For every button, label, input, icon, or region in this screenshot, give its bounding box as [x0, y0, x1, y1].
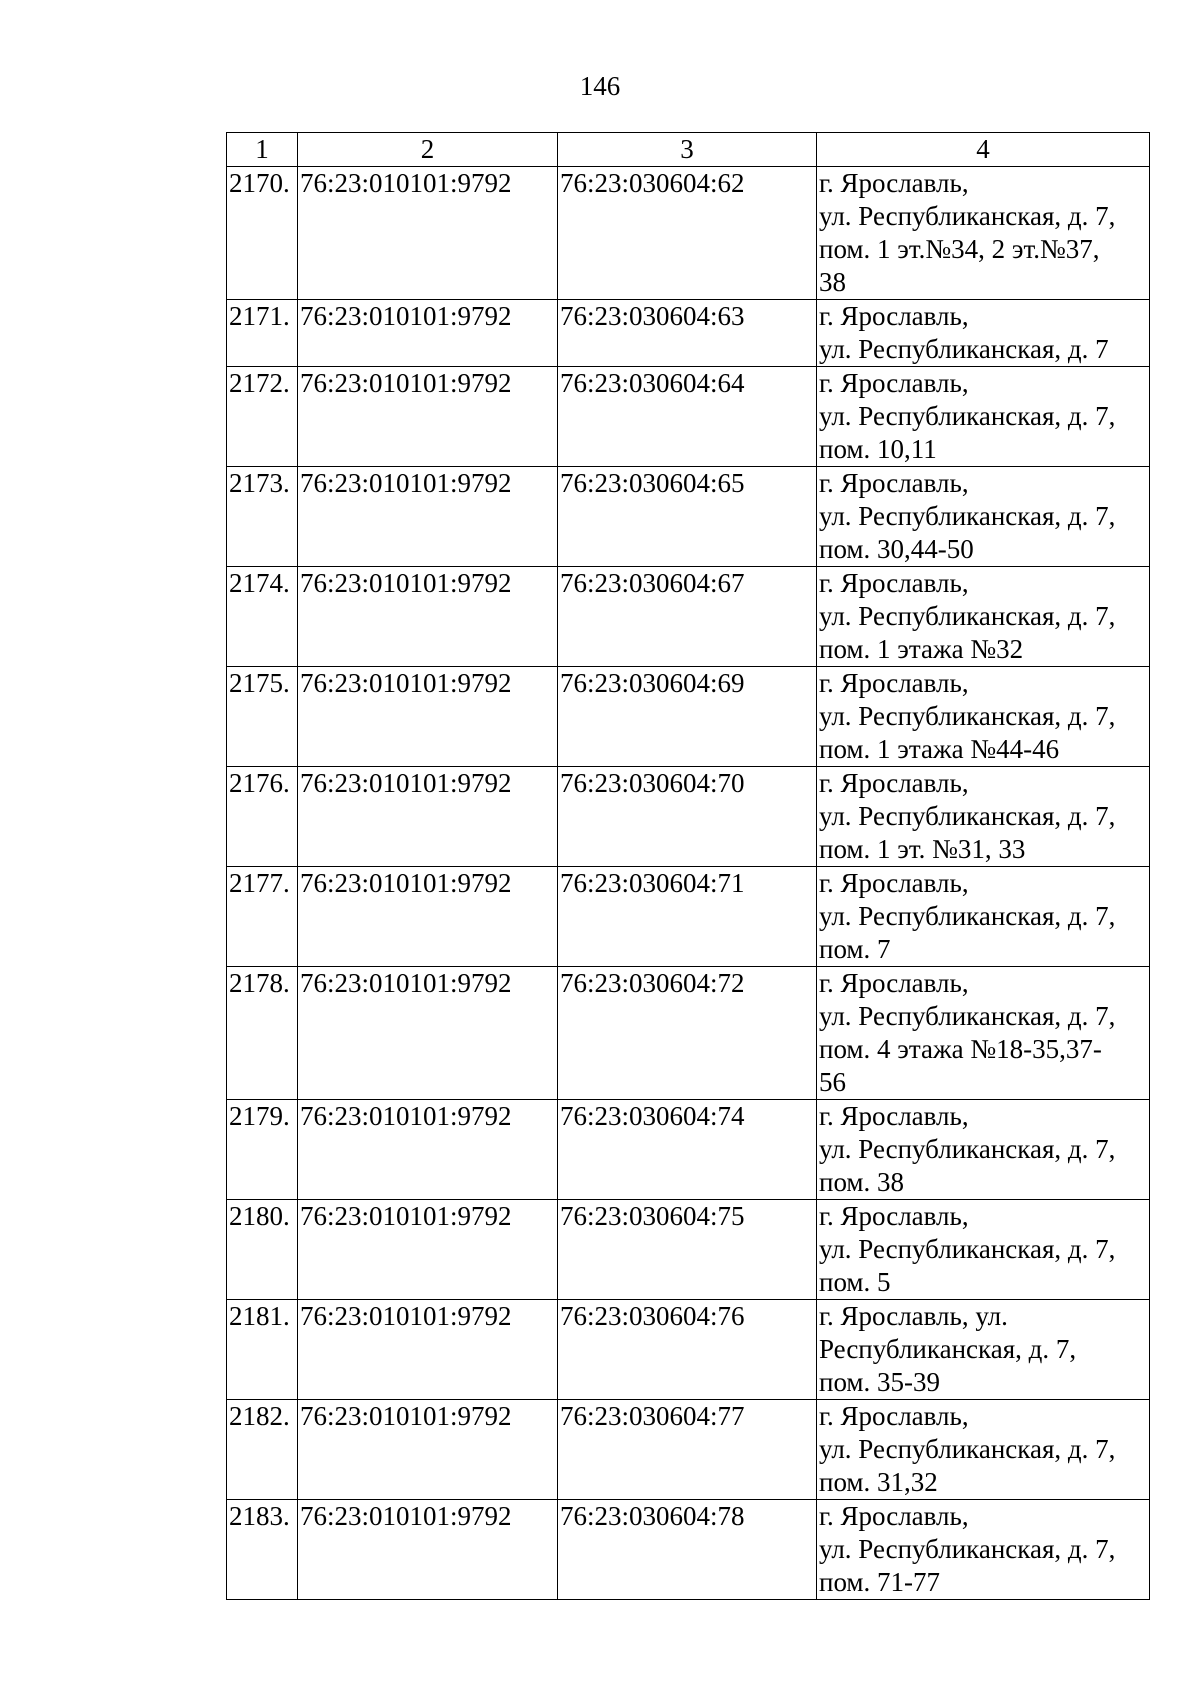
header-row [227, 133, 1150, 167]
address-line: ул. Республиканская, д. 7 [819, 334, 1109, 364]
address-line: г. Ярославль, [819, 668, 969, 698]
address-cell [817, 467, 1150, 567]
parent-cadastral-cell: 76:23:010101:9792 [298, 300, 558, 367]
address-line: Республиканская, д. 7, [819, 1334, 1077, 1364]
table-row [227, 1200, 1150, 1300]
address-line: пом. 5 [819, 1267, 891, 1297]
cadastral-number-cell: 76:23:030604:72 [558, 967, 817, 1100]
address-cell [817, 1300, 1150, 1400]
column-header-cadastral: 3 [558, 133, 817, 167]
row-number-cell: 2170. [227, 167, 298, 300]
cadastral-number-cell: 76:23:030604:62 [558, 167, 817, 300]
row-number-cell: 2181. [227, 1300, 298, 1400]
row-number-cell: 2175. [227, 667, 298, 767]
parent-cadastral-cell: 76:23:010101:9792 [298, 467, 558, 567]
row-number-cell: 2183. [227, 1500, 298, 1600]
row-number-cell: 2180. [227, 1200, 298, 1300]
address-line: г. Ярославль, [819, 1101, 969, 1131]
address-cell [817, 867, 1150, 967]
table-row [227, 567, 1150, 667]
cadastral-number-cell: 76:23:030604:63 [558, 300, 817, 367]
address-line: пом. 10,11 [819, 434, 937, 464]
address-line: пом. 7 [819, 934, 891, 964]
table-row [227, 767, 1150, 867]
address-line: ул. Республиканская, д. 7, [819, 801, 1116, 831]
table-row [227, 1500, 1150, 1600]
registry-table [226, 132, 1150, 1600]
page-number: 146 [579, 71, 621, 101]
address-line: г. Ярославль, [819, 368, 969, 398]
table-row [227, 667, 1150, 767]
address-line: г. Ярославль, [819, 1401, 969, 1431]
address-line: пом. 31,32 [819, 1467, 938, 1497]
address-cell [817, 300, 1150, 367]
cadastral-number-cell: 76:23:030604:78 [558, 1500, 817, 1600]
address-cell [817, 967, 1150, 1100]
cadastral-number-cell: 76:23:030604:71 [558, 867, 817, 967]
parent-cadastral-cell: 76:23:010101:9792 [298, 1300, 558, 1400]
address-line: пом. 1 этажа №32 [819, 634, 1024, 664]
address-line: ул. Республиканская, д. 7, [819, 701, 1116, 731]
address-line: ул. Республиканская, д. 7, [819, 1134, 1116, 1164]
address-line: г. Ярославль, ул. [819, 1301, 1008, 1331]
parent-cadastral-cell: 76:23:010101:9792 [298, 1500, 558, 1600]
row-number-cell: 2174. [227, 567, 298, 667]
parent-cadastral-cell: 76:23:010101:9792 [298, 967, 558, 1100]
parent-cadastral-cell: 76:23:010101:9792 [298, 367, 558, 467]
parent-cadastral-cell: 76:23:010101:9792 [298, 567, 558, 667]
row-number-cell: 2172. [227, 367, 298, 467]
column-header-address: 4 [817, 133, 1150, 167]
address-line: пом. 1 эт. №31, 33 [819, 834, 1026, 864]
address-line: пом. 71-77 [819, 1567, 941, 1597]
row-number-cell: 2182. [227, 1400, 298, 1500]
address-line: пом. 1 этажа №44-46 [819, 734, 1060, 764]
address-line: ул. Республиканская, д. 7, [819, 1234, 1116, 1264]
address-line: ул. Республиканская, д. 7, [819, 1434, 1116, 1464]
address-line: пом. 1 эт.№34, 2 эт.№37, [819, 234, 1100, 264]
address-line: пом. 35-39 [819, 1367, 941, 1397]
row-number-cell: 2171. [227, 300, 298, 367]
parent-cadastral-cell: 76:23:010101:9792 [298, 1200, 558, 1300]
parent-cadastral-cell: 76:23:010101:9792 [298, 667, 558, 767]
row-number-cell: 2177. [227, 867, 298, 967]
table-row [227, 167, 1150, 300]
parent-cadastral-cell: 76:23:010101:9792 [298, 167, 558, 300]
table-body [227, 167, 1150, 1600]
address-line: пом. 38 [819, 1167, 905, 1197]
cadastral-number-cell: 76:23:030604:67 [558, 567, 817, 667]
address-line: ул. Республиканская, д. 7, [819, 401, 1116, 431]
table-row [227, 867, 1150, 967]
parent-cadastral-cell: 76:23:010101:9792 [298, 1100, 558, 1200]
address-line: г. Ярославль, [819, 968, 969, 998]
address-cell [817, 1500, 1150, 1600]
row-number-cell: 2178. [227, 967, 298, 1100]
address-cell [817, 767, 1150, 867]
column-header-parent-cadastral: 2 [298, 133, 558, 167]
cadastral-number-cell: 76:23:030604:64 [558, 367, 817, 467]
address-cell [817, 567, 1150, 667]
table-row [227, 367, 1150, 467]
parent-cadastral-cell: 76:23:010101:9792 [298, 867, 558, 967]
address-line: 56 [819, 1067, 846, 1097]
address-line: г. Ярославль, [819, 768, 969, 798]
table-header [227, 133, 1150, 167]
parent-cadastral-cell: 76:23:010101:9792 [298, 1400, 558, 1500]
address-cell [817, 1400, 1150, 1500]
address-line: 38 [819, 267, 846, 297]
cadastral-number-cell: 76:23:030604:74 [558, 1100, 817, 1200]
address-line: г. Ярославль, [819, 468, 969, 498]
address-cell [817, 1100, 1150, 1200]
parent-cadastral-cell: 76:23:010101:9792 [298, 767, 558, 867]
row-number-cell: 2173. [227, 467, 298, 567]
table-row [227, 300, 1150, 367]
address-line: пом. 30,44-50 [819, 534, 974, 564]
address-line: ул. Республиканская, д. 7, [819, 501, 1116, 531]
address-line: пом. 4 этажа №18-35,37- [819, 1034, 1102, 1064]
address-cell [817, 167, 1150, 300]
address-cell [817, 367, 1150, 467]
address-cell [817, 1200, 1150, 1300]
cadastral-number-cell: 76:23:030604:70 [558, 767, 817, 867]
cadastral-number-cell: 76:23:030604:65 [558, 467, 817, 567]
cadastral-number-cell: 76:23:030604:69 [558, 667, 817, 767]
address-line: ул. Республиканская, д. 7, [819, 1534, 1116, 1564]
address-line: ул. Республиканская, д. 7, [819, 601, 1116, 631]
address-line: г. Ярославль, [819, 168, 969, 198]
row-number-cell: 2179. [227, 1100, 298, 1200]
address-line: г. Ярославль, [819, 1201, 969, 1231]
table-row [227, 1400, 1150, 1500]
table-row [227, 1300, 1150, 1400]
address-cell [817, 667, 1150, 767]
table-row [227, 967, 1150, 1100]
table-row [227, 467, 1150, 567]
table-row [227, 1100, 1150, 1200]
row-number-cell: 2176. [227, 767, 298, 867]
address-line: г. Ярославль, [819, 1501, 969, 1531]
address-line: г. Ярославль, [819, 301, 969, 331]
address-line: ул. Республиканская, д. 7, [819, 201, 1116, 231]
column-header-number: 1 [227, 133, 298, 167]
address-line: г. Ярославль, [819, 568, 969, 598]
address-line: ул. Республиканская, д. 7, [819, 1001, 1116, 1031]
cadastral-number-cell: 76:23:030604:76 [558, 1300, 817, 1400]
cadastral-number-cell: 76:23:030604:77 [558, 1400, 817, 1500]
address-line: ул. Республиканская, д. 7, [819, 901, 1116, 931]
address-line: г. Ярославль, [819, 868, 969, 898]
cadastral-number-cell: 76:23:030604:75 [558, 1200, 817, 1300]
